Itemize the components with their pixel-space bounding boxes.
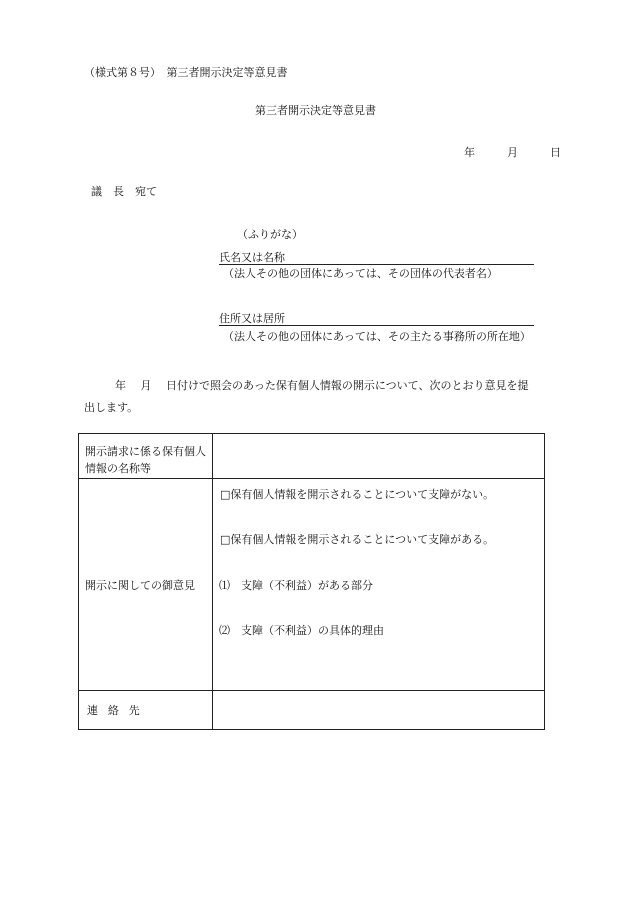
contact-label-cell [79,691,213,730]
date-month: 月 [507,146,518,159]
contact-value-cell[interactable] [213,691,545,730]
option-problem[interactable]: □保有個人情報を開示されることについて支障がある。 [220,533,495,546]
opinion-value-cell[interactable] [213,479,545,691]
table-row [79,691,545,730]
info-name-value-cell[interactable] [213,434,545,479]
item-specific-reason: ⑵ 支障（不利益）の具体的理由 [219,624,384,637]
document-title: 第三者開示決定等意見書 [255,104,376,117]
address-label: 住所又は居所 [219,312,285,325]
date-line [464,147,561,158]
addressee: 議 長 宛て [91,185,157,198]
body-paragraph [84,375,548,419]
body-line-1: 年 月 日付けで照会のあった保有個人情報の開示について、次のとおり意見を提 [115,379,529,392]
option-no-problem[interactable]: □保有個人情報を開示されることについて支障がない。 [220,488,495,501]
form-number: （様式第８号） 第三者開示決定等意見書 [84,66,288,79]
name-field-line[interactable] [219,264,534,265]
table-row [79,479,545,691]
date-year: 年 [464,146,475,159]
info-name-label: 開示請求に係る保有個人情報の名称等 [85,445,206,475]
address-field-line[interactable] [219,325,534,326]
name-note: （法人その他の団体にあっては、その団体の代表者名） [223,267,498,280]
opinion-table [78,433,545,730]
opinion-label-cell [79,479,213,691]
name-label: 氏名又は名称 [219,251,285,264]
date-day: 日 [550,146,561,159]
opinion-label: 開示に関しての御意見 [85,578,195,592]
contact-label: 連絡先 [87,704,150,717]
furigana-label: （ふりがな） [237,228,303,241]
address-note: （法人その他の団体にあっては、その主たる事務所の所在地） [223,330,531,343]
info-name-label-cell [79,434,213,479]
item-affected-part: ⑴ 支障（不利益）がある部分 [219,579,373,592]
body-line-2: 出します。 [84,401,139,414]
table-row [79,434,545,479]
